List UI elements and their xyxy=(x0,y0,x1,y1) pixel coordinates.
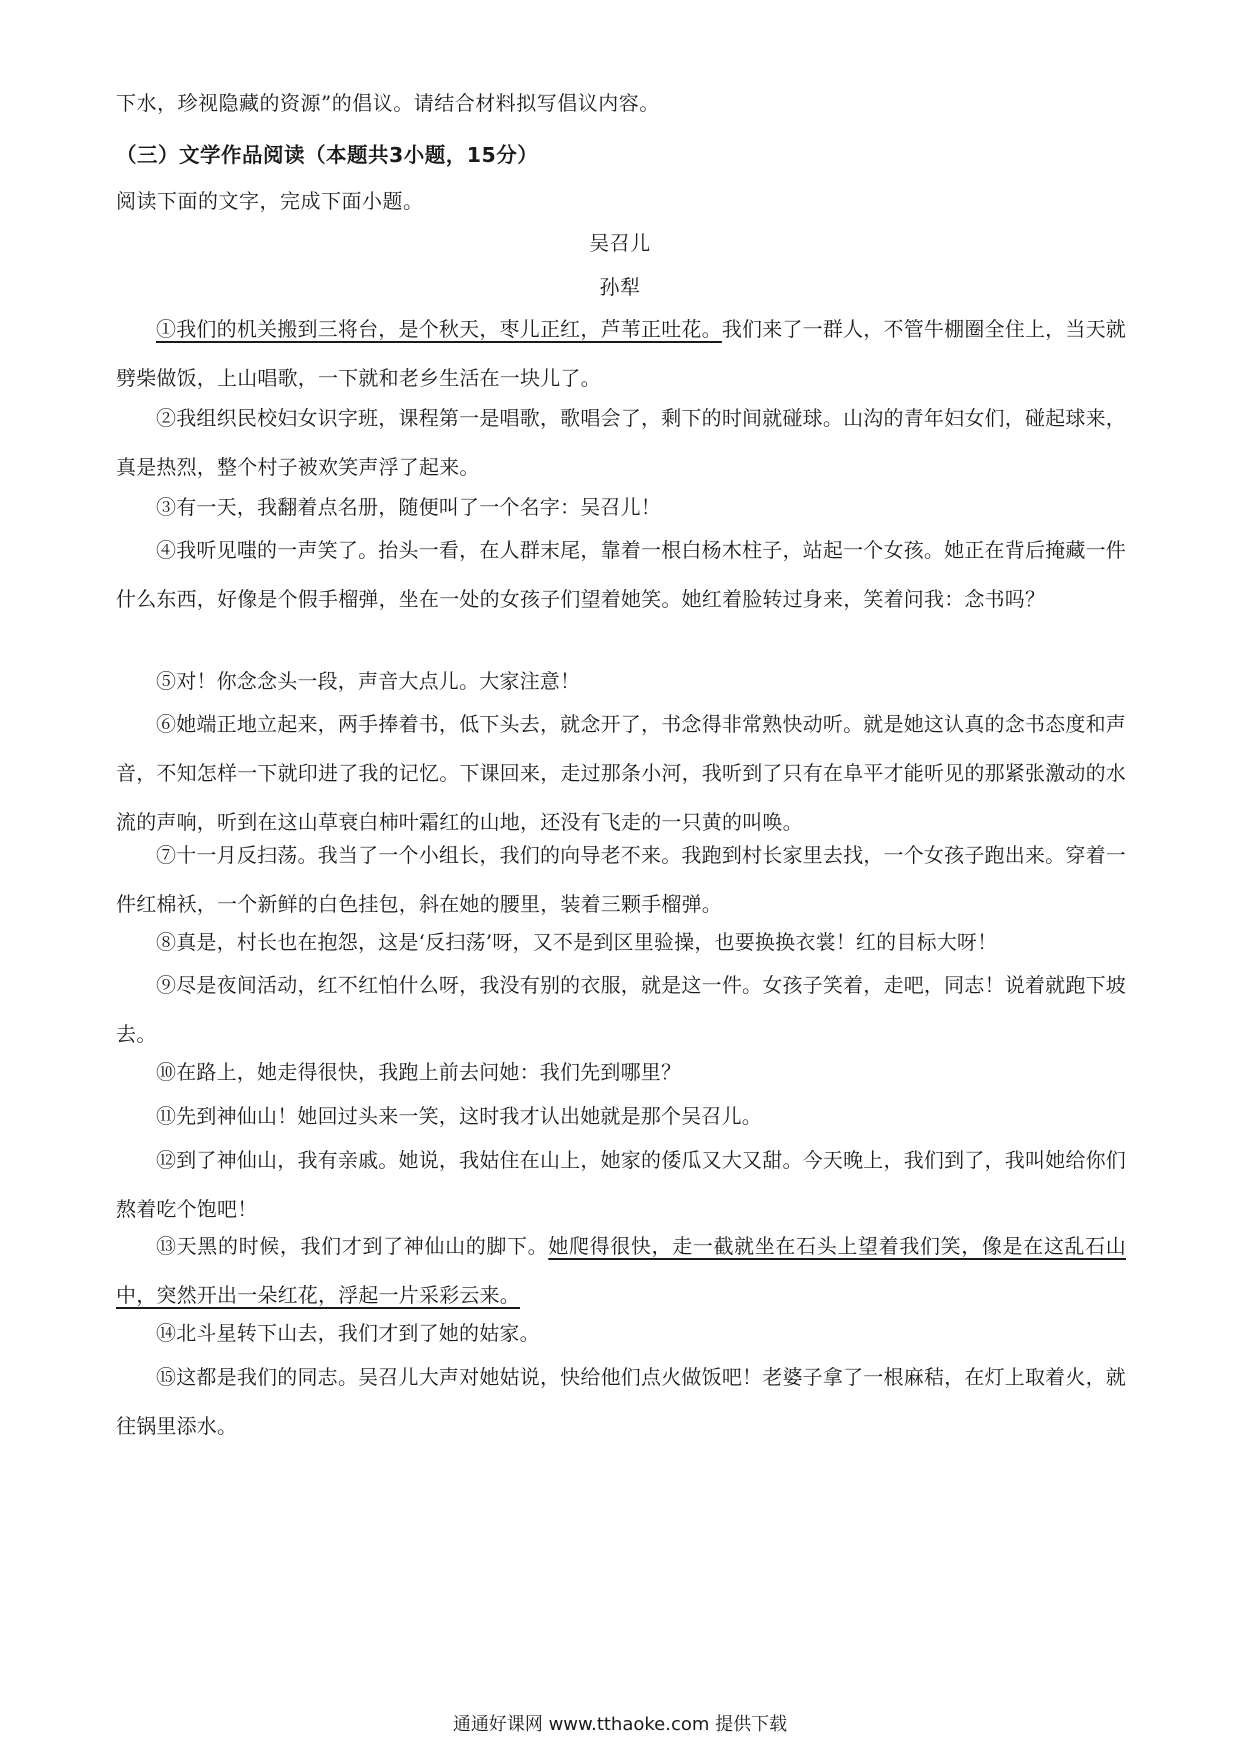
paragraph-1-text: 我们来了一群人，不管牛棚圈全住上，当天就劈柴做饭，上山唱歌，一下就和老乡生活在一块儿了。 xyxy=(116,317,1127,390)
top-line: 下水，珍视隐藏的资源”的倡议。请结合材料拟写倡议内容。 xyxy=(116,91,660,115)
paragraph-13-text: ⑬天黑的时候，我们才到了神仙山的脚下。 xyxy=(156,1234,549,1258)
paragraph-14: ⑭北斗星转下山去，我们才到了她的姑家。 xyxy=(156,1321,540,1345)
paragraph-3: ③有一天，我翻着点名册，随便叫了一个名字：吴召儿！ xyxy=(156,495,661,519)
paragraph-5: ⑤对！你念念头一段，声音大点儿。大家注意！ xyxy=(156,669,581,693)
paragraph-6: ⑥她端正地立起来，两手捧着书，低下头去，就念开了，书念得非常熟快动听。就是她这认真的念书态度和声音，不知怎样一下就印进了我的记忆。下课回来，走过那条小河，我听到了只有在阜平才能听见的那紧张激动的水流的声响，听到在这山草衰白柿叶霜红的山地，还没有飞走的一只黄的叫唤。 xyxy=(116,712,1126,834)
paragraph-15: ⑮这都是我们的同志。吴召儿大声对她姑说，快给他们点火做饭吧！老婆子拿了一根麻秸，在灯上取着火，就往锅里添水。 xyxy=(116,1365,1126,1438)
paragraph-8: ⑧真是，村长也在抱怨，这是‘反扫荡’呀，又不是到区里验操，也要换换衣裳！红的目标大呀！ xyxy=(156,930,998,954)
section-heading: （三）文学作品阅读（本题共3小题，15分） xyxy=(116,143,539,167)
paragraph-11: ⑪先到神仙山！她回过头来一笑，这时我才认出她就是那个吴召儿。 xyxy=(156,1104,762,1128)
paragraph-13-underlined: 她爬得很快，走一截就坐在石头上望着我们笑，像是在这乱石山中，突然开出一朵红花，浮起一片采彩云来。 xyxy=(116,1234,1126,1307)
paragraph-13 xyxy=(116,1222,1126,1320)
story-author: 孙犁 xyxy=(599,275,641,299)
instruction-text: 阅读下面的文字，完成下面小题。 xyxy=(116,189,424,213)
page-footer: 通通好课网 www.tthaoke.com 提供下载 xyxy=(452,1714,788,1735)
story-title: 吴召儿 xyxy=(589,231,651,255)
paragraph-9: ⑨尽是夜间活动，红不红怕什么呀，我没有别的衣服，就是这一件。女孩子笑着，走吧，同志！说着就跑下坡去。 xyxy=(116,973,1126,1046)
paragraph-12: ⑫到了神仙山，我有亲戚。她说，我姑住在山上，她家的倭瓜又大又甜。今天晚上，我们到了，我叫她给你们熬着吃个饱吧！ xyxy=(116,1148,1126,1221)
paragraph-2: ②我组织民校妇女识字班，课程第一是唱歌，歌唱会了，剩下的时间就碰球。山沟的青年妇女们，碰起球来，真是热烈，整个村子被欢笑声浮了起来。 xyxy=(116,406,1126,479)
paragraph-1-underlined: ①我们的机关搬到三将台，是个秋天，枣儿正红，芦苇正吐花。 xyxy=(156,317,722,341)
paragraph-7: ⑦十一月反扫荡。我当了一个小组长，我们的向导老不来。我跑到村长家里去找，一个女孩子跑出来。穿着一件红棉袄，一个新鲜的白色挂包，斜在她的腰里，装着三颗手榴弹。 xyxy=(116,843,1126,916)
paragraph-10: ⑩在路上，她走得很快，我跑上前去问她：我们先到哪里？ xyxy=(156,1060,682,1084)
paragraph-4: ④我听见嗤的一声笑了。抬头一看，在人群末尾，靠着一根白杨木柱子，站起一个女孩。她正在背后掩藏一件什么东西，好像是个假手榴弹，坐在一处的女孩子们望着她笑。她红着脸转过身来，笑着问我：念书吗？ xyxy=(116,538,1126,611)
paragraph-1 xyxy=(116,305,1126,403)
